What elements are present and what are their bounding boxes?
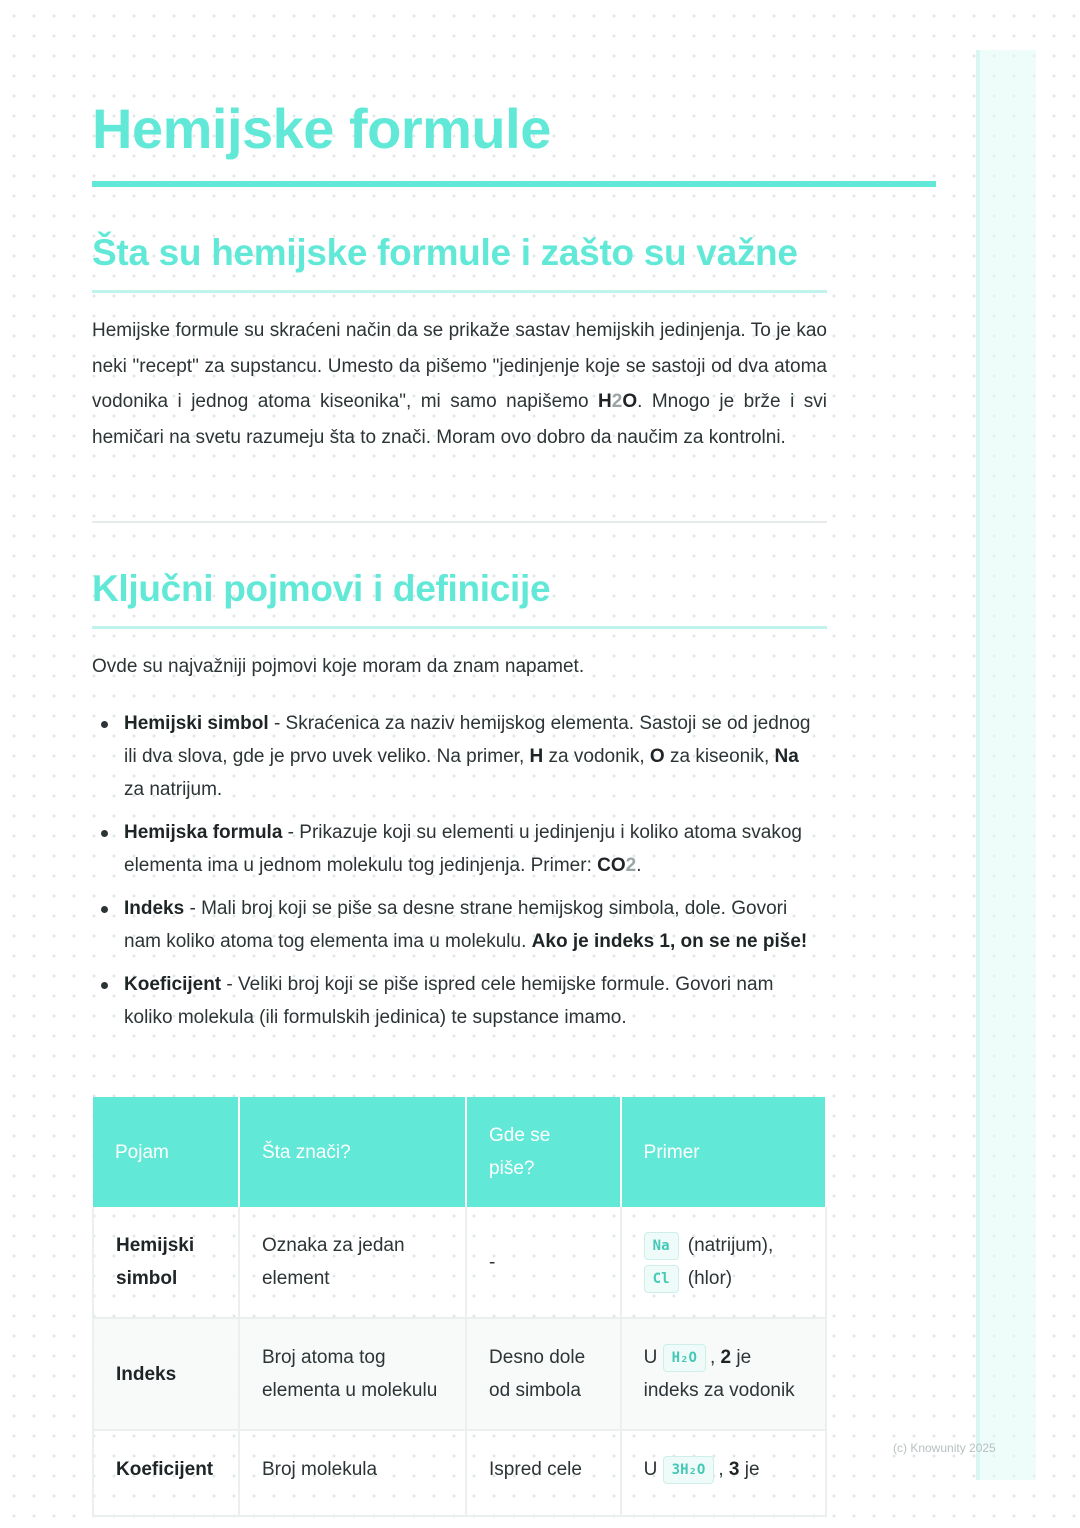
list-item: Indeks - Mali broj koji se piše sa desne strane hemijskog simbola, dole. Govori nam koliko atoma tog elementa ima u molekulu. Ako je indeks 1, on se ne piše! [92, 892, 812, 958]
formula-h2o: H2O [598, 391, 638, 412]
table-row [93, 1318, 826, 1430]
table-cell: - [466, 1207, 621, 1318]
table-cell: U H₂O , 2 je indeks za vodonik [621, 1318, 826, 1430]
table-header-row [93, 1097, 826, 1207]
table-header-cell: Gde se piše? [466, 1097, 621, 1207]
table-cell: Koeficijent [93, 1430, 239, 1516]
code-chip: 3H₂O [663, 1456, 715, 1484]
list-item: Hemijska formula - Prikazuje koji su elementi u jedinjenju i koliko atoma svakog elementa ima u jednom molekulu tog jedinjenja. Primer: CO2. [92, 816, 812, 882]
right-margin-strip [976, 50, 1036, 1480]
code-chip: Na [644, 1232, 679, 1260]
terms-table [92, 1097, 827, 1517]
table-cell: Oznaka za jedan element [239, 1207, 466, 1318]
list-item: Hemijski simbol - Skraćenica za naziv hemijskog elementa. Sastoji se od jednog ili dva slova, gde je prvo uvek veliko. Na primer, H za vodonik, O za kiseonik, Na za natrijum. [92, 707, 812, 806]
list-item: Koeficijent - Veliki broj koji se piše ispred cele hemijske formule. Govori nam koliko molekula (ili formulskih jedinica) te supstance imamo. [92, 968, 812, 1034]
code-chip: Cl [644, 1265, 679, 1293]
section-intro: Ovde su najvažniji pojmovi koje moram da znam napamet. [92, 656, 585, 677]
table-cell: Hemijski simbol [93, 1207, 239, 1318]
section-paragraph: Hemijske formule su skraćeni način da se prikaže sastav hemijskih jedinjenja. To je kao neki "recept" za supstancu. Umesto da pišemo "jedinjenje koje se sastoji od dva atoma vodonika i jednog atoma kiseonika", mi samo napišemo H2O. Mnogo je brže i svi hemičari na svetu razumeju šta to znači. Moram ovo dobro da naučim za kontrolni. [92, 320, 827, 448]
section-heading-what-are-formulas: Šta su hemijske formule i zašto su važne [92, 232, 798, 273]
title-underline [92, 181, 936, 187]
table-cell: Indeks [93, 1318, 239, 1430]
copyright-footer: (c) Knowunity 2025 [893, 1441, 996, 1455]
table-cell: Ispred cele [466, 1430, 621, 1516]
table-row [93, 1207, 826, 1318]
table-row [93, 1430, 826, 1516]
key-terms-list [92, 707, 812, 1044]
table-cell: U 3H₂O , 3 je [621, 1430, 826, 1516]
code-chip: H₂O [663, 1344, 706, 1372]
table-cell: Broj atoma tog elementa u molekulu [239, 1318, 466, 1430]
section-heading-key-terms: Ključni pojmovi i definicije [92, 568, 551, 609]
table-cell: Na (natrijum), Cl (hlor) [621, 1207, 826, 1318]
table-header-cell: Pojam [93, 1097, 239, 1207]
table-header-cell: Primer [621, 1097, 826, 1207]
table-cell: Broj molekula [239, 1430, 466, 1516]
page-title: Hemijske formule [92, 97, 551, 160]
table-header-cell: Šta znači? [239, 1097, 466, 1207]
table-cell: Desno dole od simbola [466, 1318, 621, 1430]
section-heading-rule [92, 290, 827, 293]
section-heading-rule [92, 626, 827, 629]
section-divider [92, 521, 827, 523]
